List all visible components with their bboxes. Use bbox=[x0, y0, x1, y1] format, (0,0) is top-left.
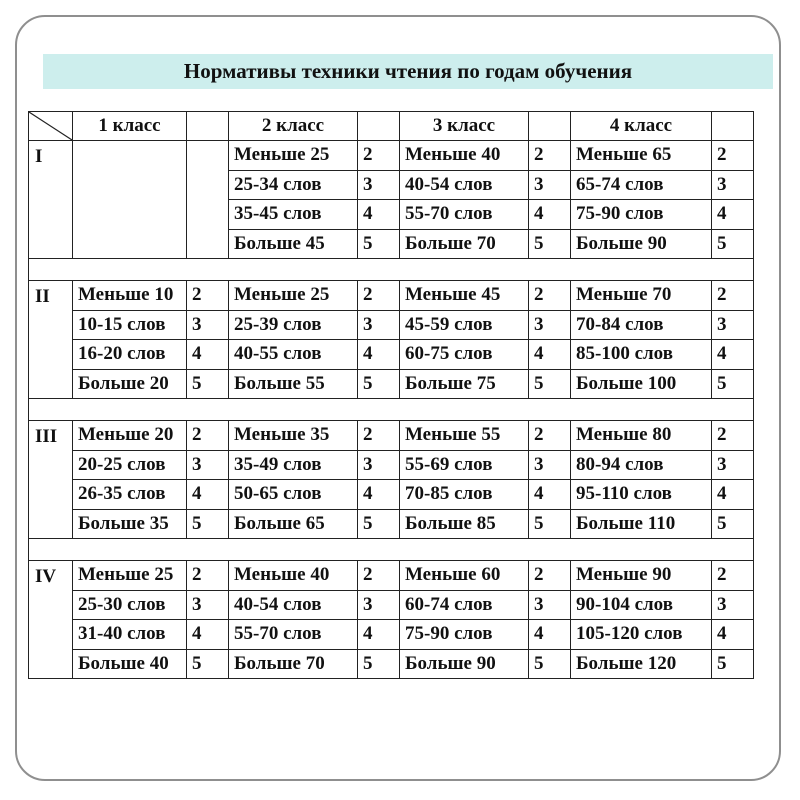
score-cell: 3 bbox=[358, 170, 400, 200]
score-cell: 2 bbox=[529, 421, 571, 451]
score-cell: 3 bbox=[712, 450, 754, 480]
words-range-cell: 31-40 слов bbox=[73, 620, 187, 650]
words-range-cell: 20-25 слов bbox=[73, 450, 187, 480]
reading-norms-table bbox=[28, 111, 754, 679]
separator-cell bbox=[29, 539, 754, 561]
score-cell: 2 bbox=[358, 281, 400, 311]
score-cell: 4 bbox=[187, 480, 229, 510]
words-range-cell: Больше 90 bbox=[571, 229, 712, 259]
score-cell: 3 bbox=[358, 590, 400, 620]
score-cell: 3 bbox=[187, 310, 229, 340]
words-range-cell: 90-104 слов bbox=[571, 590, 712, 620]
table-row bbox=[29, 590, 754, 620]
words-range-cell: 70-84 слов bbox=[571, 310, 712, 340]
score-cell: 4 bbox=[358, 620, 400, 650]
words-range-cell: Больше 35 bbox=[73, 509, 187, 539]
score-cell: 4 bbox=[712, 340, 754, 370]
score-cell: 5 bbox=[529, 509, 571, 539]
score-cell: 4 bbox=[187, 620, 229, 650]
score-cell: 4 bbox=[529, 340, 571, 370]
corner-diagonal-cell bbox=[29, 112, 73, 141]
words-range-cell: Меньше 70 bbox=[571, 281, 712, 311]
score-cell: 3 bbox=[529, 310, 571, 340]
words-range-cell: 70-85 слов bbox=[400, 480, 529, 510]
empty-cell bbox=[187, 141, 229, 259]
header-score-col bbox=[358, 112, 400, 141]
words-range-cell: Меньше 35 bbox=[229, 421, 358, 451]
words-range-cell: 40-55 слов bbox=[229, 340, 358, 370]
quarter-separator bbox=[29, 259, 754, 281]
words-range-cell: 40-54 слов bbox=[229, 590, 358, 620]
words-range-cell: 26-35 слов bbox=[73, 480, 187, 510]
table-row bbox=[29, 281, 754, 311]
header-grade-1: 1 класс bbox=[73, 112, 187, 141]
words-range-cell: Меньше 45 bbox=[400, 281, 529, 311]
score-cell: 5 bbox=[358, 229, 400, 259]
words-range-cell: 65-74 слов bbox=[571, 170, 712, 200]
words-range-cell: 50-65 слов bbox=[229, 480, 358, 510]
score-cell: 4 bbox=[712, 620, 754, 650]
score-cell: 5 bbox=[529, 649, 571, 679]
score-cell: 2 bbox=[712, 141, 754, 171]
score-cell: 4 bbox=[529, 200, 571, 230]
score-cell: 4 bbox=[529, 480, 571, 510]
table-row bbox=[29, 480, 754, 510]
words-range-cell: Больше 55 bbox=[229, 369, 358, 399]
score-cell: 2 bbox=[187, 281, 229, 311]
table-row bbox=[29, 369, 754, 399]
words-range-cell: Меньше 10 bbox=[73, 281, 187, 311]
score-cell: 3 bbox=[529, 450, 571, 480]
score-cell: 5 bbox=[187, 649, 229, 679]
score-cell: 2 bbox=[712, 421, 754, 451]
words-range-cell: 75-90 слов bbox=[571, 200, 712, 230]
table-row bbox=[29, 561, 754, 591]
score-cell: 2 bbox=[529, 561, 571, 591]
score-cell: 5 bbox=[529, 369, 571, 399]
words-range-cell: Меньше 40 bbox=[229, 561, 358, 591]
header-grade-2: 2 класс bbox=[229, 112, 358, 141]
words-range-cell: Больше 70 bbox=[400, 229, 529, 259]
words-range-cell: 35-49 слов bbox=[229, 450, 358, 480]
score-cell: 3 bbox=[358, 310, 400, 340]
quarter-separator bbox=[29, 539, 754, 561]
score-cell: 5 bbox=[712, 509, 754, 539]
score-cell: 5 bbox=[187, 509, 229, 539]
score-cell: 2 bbox=[712, 281, 754, 311]
words-range-cell: Меньше 65 bbox=[571, 141, 712, 171]
words-range-cell: 10-15 слов bbox=[73, 310, 187, 340]
score-cell: 3 bbox=[358, 450, 400, 480]
header-row bbox=[29, 112, 754, 141]
words-range-cell: Меньше 90 bbox=[571, 561, 712, 591]
words-range-cell: Больше 70 bbox=[229, 649, 358, 679]
words-range-cell: 60-74 слов bbox=[400, 590, 529, 620]
score-cell: 5 bbox=[358, 649, 400, 679]
score-cell: 3 bbox=[187, 590, 229, 620]
table-row bbox=[29, 450, 754, 480]
quarter-label: IV bbox=[29, 561, 73, 679]
score-cell: 5 bbox=[358, 369, 400, 399]
quarter-separator bbox=[29, 399, 754, 421]
header-grade-4: 4 класс bbox=[571, 112, 712, 141]
quarter-label: III bbox=[29, 421, 73, 539]
score-cell: 2 bbox=[187, 561, 229, 591]
score-cell: 5 bbox=[187, 369, 229, 399]
table-row bbox=[29, 141, 754, 171]
score-cell: 3 bbox=[712, 590, 754, 620]
quarter-label: I bbox=[29, 141, 73, 259]
empty-cell bbox=[73, 141, 187, 259]
words-range-cell: Больше 20 bbox=[73, 369, 187, 399]
words-range-cell: Меньше 55 bbox=[400, 421, 529, 451]
score-cell: 4 bbox=[358, 480, 400, 510]
separator-cell bbox=[29, 399, 754, 421]
score-cell: 3 bbox=[712, 170, 754, 200]
header-score-col bbox=[712, 112, 754, 141]
words-range-cell: 55-70 слов bbox=[400, 200, 529, 230]
score-cell: 3 bbox=[529, 590, 571, 620]
separator-cell bbox=[29, 259, 754, 281]
words-range-cell: 16-20 слов bbox=[73, 340, 187, 370]
score-cell: 2 bbox=[712, 561, 754, 591]
words-range-cell: Меньше 60 bbox=[400, 561, 529, 591]
header-score-col bbox=[529, 112, 571, 141]
quarter-label: II bbox=[29, 281, 73, 399]
table-row bbox=[29, 340, 754, 370]
words-range-cell: 25-34 слов bbox=[229, 170, 358, 200]
words-range-cell: Больше 120 bbox=[571, 649, 712, 679]
words-range-cell: 60-75 слов bbox=[400, 340, 529, 370]
words-range-cell: 55-69 слов bbox=[400, 450, 529, 480]
score-cell: 2 bbox=[358, 561, 400, 591]
words-range-cell: 75-90 слов bbox=[400, 620, 529, 650]
score-cell: 2 bbox=[187, 421, 229, 451]
page-title: Нормативы техники чтения по годам обучения bbox=[43, 54, 773, 89]
words-range-cell: Меньше 20 bbox=[73, 421, 187, 451]
words-range-cell: 25-39 слов bbox=[229, 310, 358, 340]
score-cell: 5 bbox=[358, 509, 400, 539]
words-range-cell: 105-120 слов bbox=[571, 620, 712, 650]
score-cell: 4 bbox=[358, 340, 400, 370]
score-cell: 2 bbox=[529, 281, 571, 311]
score-cell: 4 bbox=[529, 620, 571, 650]
score-cell: 4 bbox=[358, 200, 400, 230]
score-cell: 5 bbox=[712, 229, 754, 259]
score-cell: 2 bbox=[358, 141, 400, 171]
words-range-cell: Больше 85 bbox=[400, 509, 529, 539]
score-cell: 4 bbox=[712, 200, 754, 230]
score-cell: 3 bbox=[187, 450, 229, 480]
words-range-cell: Больше 40 bbox=[73, 649, 187, 679]
words-range-cell: Меньше 25 bbox=[73, 561, 187, 591]
score-cell: 4 bbox=[712, 480, 754, 510]
words-range-cell: Больше 90 bbox=[400, 649, 529, 679]
words-range-cell: Меньше 25 bbox=[229, 141, 358, 171]
words-range-cell: 95-110 слов bbox=[571, 480, 712, 510]
words-range-cell: 80-94 слов bbox=[571, 450, 712, 480]
words-range-cell: Больше 75 bbox=[400, 369, 529, 399]
words-range-cell: Больше 65 bbox=[229, 509, 358, 539]
table-row bbox=[29, 620, 754, 650]
header-score-col bbox=[187, 112, 229, 141]
words-range-cell: 45-59 слов bbox=[400, 310, 529, 340]
words-range-cell: 40-54 слов bbox=[400, 170, 529, 200]
words-range-cell: Меньше 80 bbox=[571, 421, 712, 451]
table-row bbox=[29, 649, 754, 679]
score-cell: 5 bbox=[712, 369, 754, 399]
score-cell: 2 bbox=[529, 141, 571, 171]
words-range-cell: 85-100 слов bbox=[571, 340, 712, 370]
table-row bbox=[29, 509, 754, 539]
score-cell: 2 bbox=[358, 421, 400, 451]
score-cell: 5 bbox=[529, 229, 571, 259]
table-row bbox=[29, 421, 754, 451]
words-range-cell: Меньше 40 bbox=[400, 141, 529, 171]
words-range-cell: Больше 110 bbox=[571, 509, 712, 539]
score-cell: 3 bbox=[529, 170, 571, 200]
words-range-cell: 35-45 слов bbox=[229, 200, 358, 230]
words-range-cell: Больше 100 bbox=[571, 369, 712, 399]
table-row bbox=[29, 310, 754, 340]
score-cell: 3 bbox=[712, 310, 754, 340]
words-range-cell: 25-30 слов bbox=[73, 590, 187, 620]
header-grade-3: 3 класс bbox=[400, 112, 529, 141]
words-range-cell: Меньше 25 bbox=[229, 281, 358, 311]
score-cell: 5 bbox=[712, 649, 754, 679]
score-cell: 4 bbox=[187, 340, 229, 370]
words-range-cell: Больше 45 bbox=[229, 229, 358, 259]
words-range-cell: 55-70 слов bbox=[229, 620, 358, 650]
